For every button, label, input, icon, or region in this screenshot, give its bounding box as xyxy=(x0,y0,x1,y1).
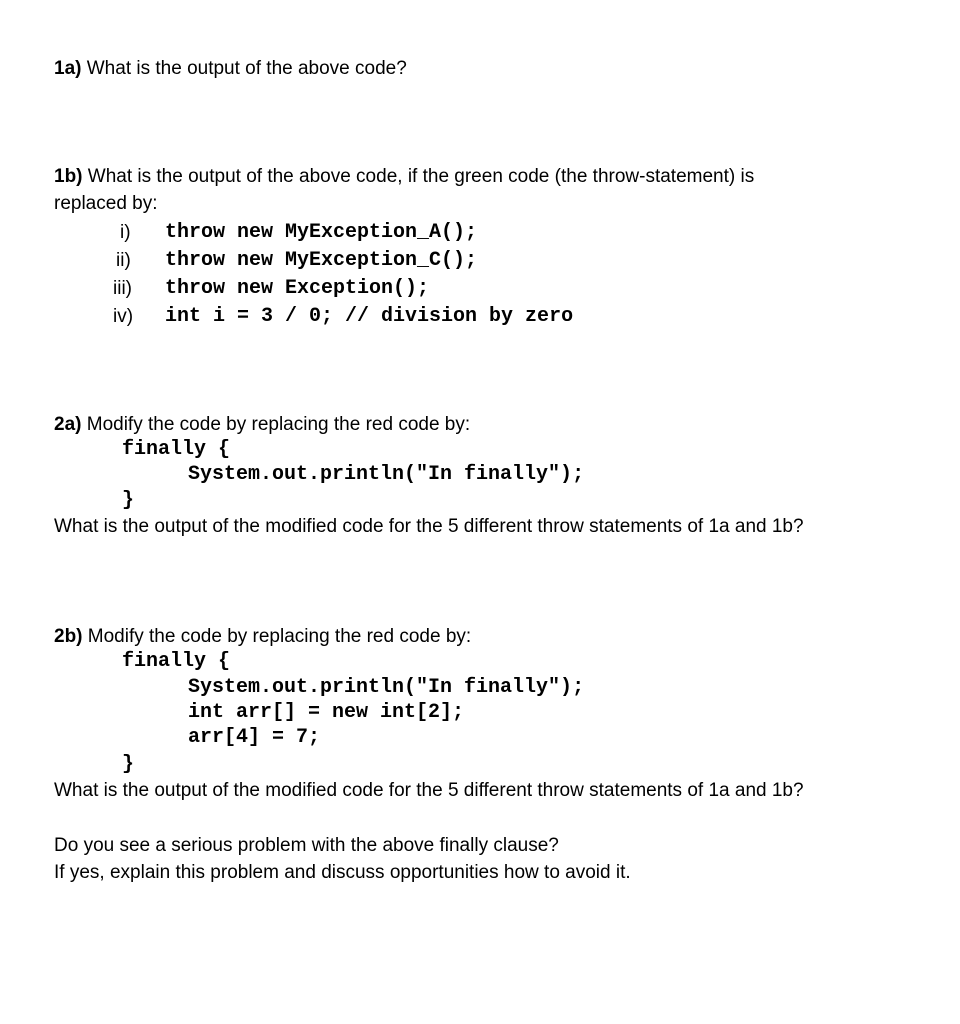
question-2a xyxy=(54,413,470,437)
question-2b-output: What is the output of the modified code for the 5 different throw statements of 1a and 1b? xyxy=(54,780,804,801)
option-1b-ii-number: ii) xyxy=(116,250,131,271)
question-2b-followup-1: Do you see a serious problem with the above finally clause? xyxy=(54,835,559,856)
option-1b-iv-code: int i = 3 / 0; // division by zero xyxy=(165,305,574,328)
question-2a-label: 2a) xyxy=(54,414,82,435)
option-1b-i-code: throw new MyException_A(); xyxy=(165,221,478,244)
question-2b-followup-2: If yes, explain this problem and discuss opportunities how to avoid it. xyxy=(54,862,631,883)
question-1a-label: 1a) xyxy=(54,58,82,79)
question-1a-text: What is the output of the above code? xyxy=(81,58,407,79)
code-2a-line-2: System.out.println("In finally"); xyxy=(188,463,585,486)
question-2a-output: What is the output of the modified code for the 5 different throw statements of 1a and 1b? xyxy=(54,516,804,537)
option-1b-iii-code: throw new Exception(); xyxy=(165,277,430,300)
question-1b-text-continued: replaced by: xyxy=(54,193,158,214)
question-1b-label: 1b) xyxy=(54,166,83,187)
code-2b-line-5: } xyxy=(122,753,135,776)
option-1b-ii-code: throw new MyException_C(); xyxy=(165,249,478,272)
code-2b-line-4: arr[4] = 7; xyxy=(188,726,321,749)
code-2b-line-1: finally { xyxy=(122,650,231,673)
question-2b-text: Modify the code by replacing the red code by: xyxy=(82,626,472,647)
code-2a-line-3: } xyxy=(122,489,135,512)
question-2a-text: Modify the code by replacing the red code by: xyxy=(81,414,471,435)
question-2b xyxy=(54,625,471,649)
option-1b-iii-number: iii) xyxy=(113,278,132,299)
question-1a xyxy=(54,57,407,81)
question-1b xyxy=(54,165,754,189)
option-1b-i-number: i) xyxy=(120,222,131,243)
code-2b-line-2: System.out.println("In finally"); xyxy=(188,676,585,699)
option-1b-iv-number: iv) xyxy=(113,306,134,327)
code-2a-line-1: finally { xyxy=(122,438,231,461)
question-2b-label: 2b) xyxy=(54,626,83,647)
code-2b-line-3: int arr[] = new int[2]; xyxy=(188,701,465,724)
question-1b-text: What is the output of the above code, if the green code (the throw-statement) is xyxy=(82,166,755,187)
